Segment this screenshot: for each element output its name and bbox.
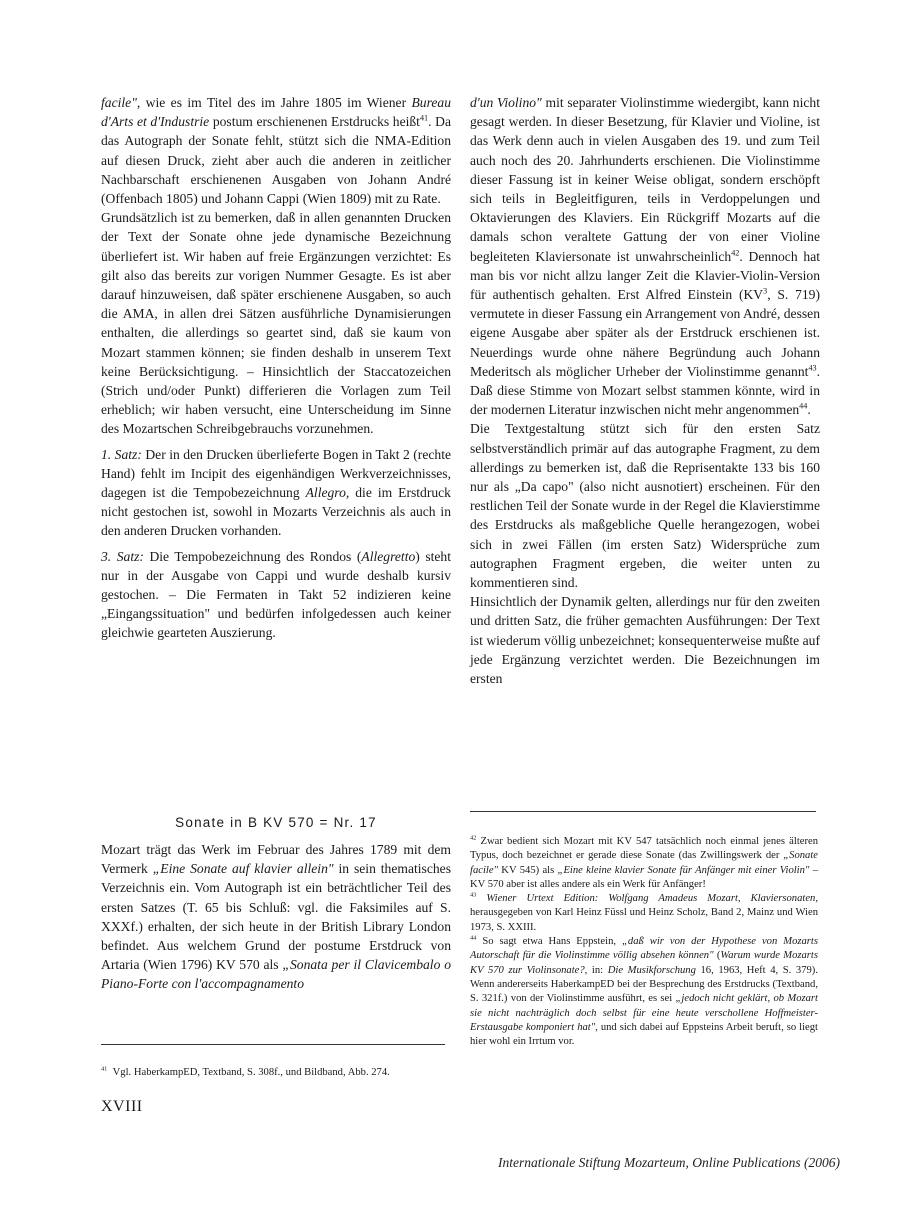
footnote-44 [470,935,818,1049]
footnote-43 [470,892,818,935]
italic-text: Die Musikforschung [607,964,696,976]
text: . Daß diese Stimme von Mozart selbst stammen könnte, wird in der modernen Literatur inzwischen nicht mehr angenommen [470,363,820,418]
kv-edition-superscript: 3 [763,286,768,296]
text: Mozart trägt das Werk im Februar des Jahres 1789 mit dem Vermerk [101,842,451,877]
italic-text: Warum wurde Mozarts KV 570 zur Violinsonate?, [470,950,818,976]
text: Vgl. HaberkampED, Textband, S. 308f., und Bildband, Abb. 274. [112,1067,390,1078]
right-column-body [470,93,820,688]
italic-text: „Eine kleine klavier Sonate für Anfänger mit einer Violin" [557,864,810,876]
footnote-number: 44 [470,934,477,942]
footnotes-left [101,1066,451,1080]
text: , wie es im Titel des im Jahre 1805 im Wiener [136,95,412,110]
section-title: Sonate in B KV 570 = Nr. 17 [175,815,377,830]
text: , und sich dabei auf Eppsteins Arbeit beruft, so liegt hier wohl ein Irrtum vor. [470,1021,818,1048]
text: So sagt etwa Hans Eppstein, [476,936,623,948]
text: herausgegeben von Karl Heinz Füssl und Heinz Scholz, Band 2, Mainz und Wien 1973, S. XXIII. [470,907,818,933]
italic-text: facile" [101,95,137,110]
footnote-number: 42 [470,834,477,842]
footnote-ref-42[interactable]: 42 [731,248,740,258]
italic-text: „Eine Sonate auf klavier allein" [152,861,334,877]
publisher-imprint: Internationale Stiftung Mozarteum, Online Publications (2006) [498,1155,840,1170]
text: 16, 1963, Heft 4, S. 379). Wenn andererseits HaberkampED bei der Besprechung des Erstdrucks (Textband, S. 321f.) von der Violinstimme ausführt, es sei [470,964,818,1005]
footnote-ref-43[interactable]: 43 [808,363,817,373]
footnote-number: 43 [470,891,477,899]
page-number: XVIII [101,1098,143,1115]
footnote-41 [101,1066,451,1080]
text: Die Tempobezeichnung des Rondos ( [143,548,362,564]
text: mit separater Violinstimme wiedergibt, kann nicht gesagt werden. In dieser Besetzung, für Klavier und Violine, ist das Werk denn auch in vielen Ausgaben des 19. und zum Teil auch noch des 20. Jahrhunderts erschienen. Die Violinstimme dieser Fassung ist in keiner Weise obligat, sondern erschöpft sich teils in Begleitfiguren, teils in Verdoppelungen und Oktavierungen des Klaviers. Ein Rückgriff Mozarts auf die damals schon veraltete Gattung der von einer Violine begleiteten Klaviersonate ist unwahrscheinlich [470,95,820,264]
italic-text: „jedoch nicht geklärt, ob Mozart sie nicht nachträglich doch selbst für eine heute verschollene Hoffmeister-Erstausgabe komponiert hat" [470,993,818,1033]
paragraph-textgestaltung: Die Textgestaltung stützt sich für den ersten Satz selbstverständlich primär auf das autographe Fragment, zu dem allerdings zu bemerken ist, daß die Reprisentakte 133 bis 160 nur als „Da capo" (also nicht ausnotiert) erscheinen. Für den restlichen Teil der Sonate wurde in der Regel die Klavierstimme des Erstdrucks als maßgebliche Quelle herangezogen, wobei sich in zwei Fällen (im ersten Satz) Widersprüche zum autographen Fragment ergeben, die weiter unten zu kommentieren sind. [470,421,820,591]
text: in: [587,964,608,976]
movement-label: 3. Satz: [101,548,144,564]
movement-label: 1. Satz: [101,446,142,462]
paragraph-erstdruck [101,93,451,208]
left-column-section-body [101,840,451,994]
italic-text: „daß wir von der Hypothese von Mozarts Autorschaft für die Violinstimme völlig absehen können" [470,936,818,962]
text: . Dennoch hat man bis vor nicht allzu langer Zeit die Klavier-Violin-Version für authentisch gehalten. Erst Alfred Einstein (KV [470,248,821,303]
footnote-ref-44[interactable]: 44 [799,401,808,411]
text: postum erschienenen Erstdrucks heißt [209,114,420,130]
text: in sein thematisches Verzeichnis ein. Vom Autograph ist ein beträchtlicher Teil des ersten Satzes (T. 65 bis Schluß: vgl. die Faksimiles auf S. XXXf.) erhalten, der sich heute in der British Library London befindet. Aus welchem Grund der postume Erstdruck von Artaria (Wien 1796) KV 570 als [101,861,451,973]
italic-text: Wiener Urtext Edition: Wolfgang Amadeus Mozart, Klaviersonaten, [476,893,818,905]
italic-text: Allegro, [305,485,350,501]
italic-text: „Sonate facile" [470,850,818,876]
text: – KV 570 aber ist alles andere als ein Werk für Anfänger! [470,864,818,890]
paragraph-dynamics: Grundsätzlich ist zu bemerken, daß in allen genannten Drucken der Text der Sonate ohne jede dynamische Bezeichnung überliefert ist. Wir haben auf freie Ergänzungen verzichtet: Es gilt also das bereits zur vorigen Nummer Gesagte. Es ist aber darauf hinzuweisen, daß später erschienene Ausgaben, so auch die AMA, in allen drei Sätzen ausführliche Dynamisierungen enthalten, die allerdings so geartet sind, daß sie kaum von Mozart stammen können; sie finden deshalb in unserem Text keine Berücksichtigung. – Hinsichtlich der Staccatozeichen (Strich und/oder Punkt) differieren die Vorlagen zum Teil erheblich; wir haben versucht, eine Unterscheidung im Sinne des Mozartschen Schreibgebrauchs vorzunehmen. [101,210,451,437]
text: ( [713,950,721,962]
text: . [807,402,811,418]
text: ) steht nur in der Ausgabe von Cappi und wurde deshalb kursiv gestochen. – Die Fermaten in Takt 52 indizieren keine „Eingangssituation" und bedürfen infolgedessen auch keiner gleichwie gearteten Auszierung. [101,548,451,641]
italic-text: Bureau d'Arts et d'Industrie [101,95,451,130]
paragraph-satz-1 [101,445,451,541]
text: , S. 719) vermutete in dieser Fassung ein Arrangement von André, dessen eigene Ausgabe aber später als der Erstdruck erschienen ist. Neuerdings wurde ohne nähere Begründung auch Johann Mederitsch als möglicher Urheber der Violinstimme genannt [470,287,821,379]
text: die im Erstdruck nicht gestochen ist, sowohl in Mozarts Verzeichnis als auch in den anderen Drucken vorhanden. [101,485,451,539]
text: Zwar bedient sich Mozart mit KV 547 tatsächlich noch einmal jenes älteren Typus, doch bezeichnet er gerade diese Sonate (das Zwillingswerk der [470,836,818,862]
footnote-number: 41 [101,1065,108,1073]
left-column-body [101,93,451,643]
text: Der in den Drucken überlieferte Bogen in Takt 2 (rechte Hand) fehlt im Incipit des eigenhändigen Werkverzeichnisses, dagegen ist die Tempobezeichnung [101,446,452,501]
paragraph-violin-version [470,93,820,419]
text: KV 545) als [497,864,558,876]
footnote-ref-41[interactable]: 41 [419,113,429,123]
footnote-divider-left [101,1044,445,1045]
footnotes-right [470,835,818,1049]
paragraph-satz-3 [101,547,451,643]
paragraph-dynamik: Hinsichtlich der Dynamik gelten, allerdings nur für den zweiten und dritten Satz, die früher gemachten Ausführungen: Der Text ist wiederum völlig unbezeichnet; konsequenterweise mußte auf jede Ergänzung verzichtet werden. Die Bezeichnungen im ersten [470,594,820,687]
text: . Da das Autograph der Sonate fehlt, stützt sich die NMA-Edition auf diesen Druck, zieht aber auch die anderen in zeitlicher Nachbarschaft erschienenen Ausgaben von Johann André (Offenbach 1805) und Johann Cappi (Wien 1809) mit zu Rate. [101,114,451,207]
footnote-divider-right [470,811,816,812]
italic-text: d'un Violino" [470,95,542,110]
paragraph-kv570-intro [101,840,451,994]
italic-text: Allegretto [361,548,416,564]
italic-text: „Sonata per il Clavicembalo o Piano-Forte con l'accompagnamento [101,957,451,992]
footnote-42 [470,835,818,892]
